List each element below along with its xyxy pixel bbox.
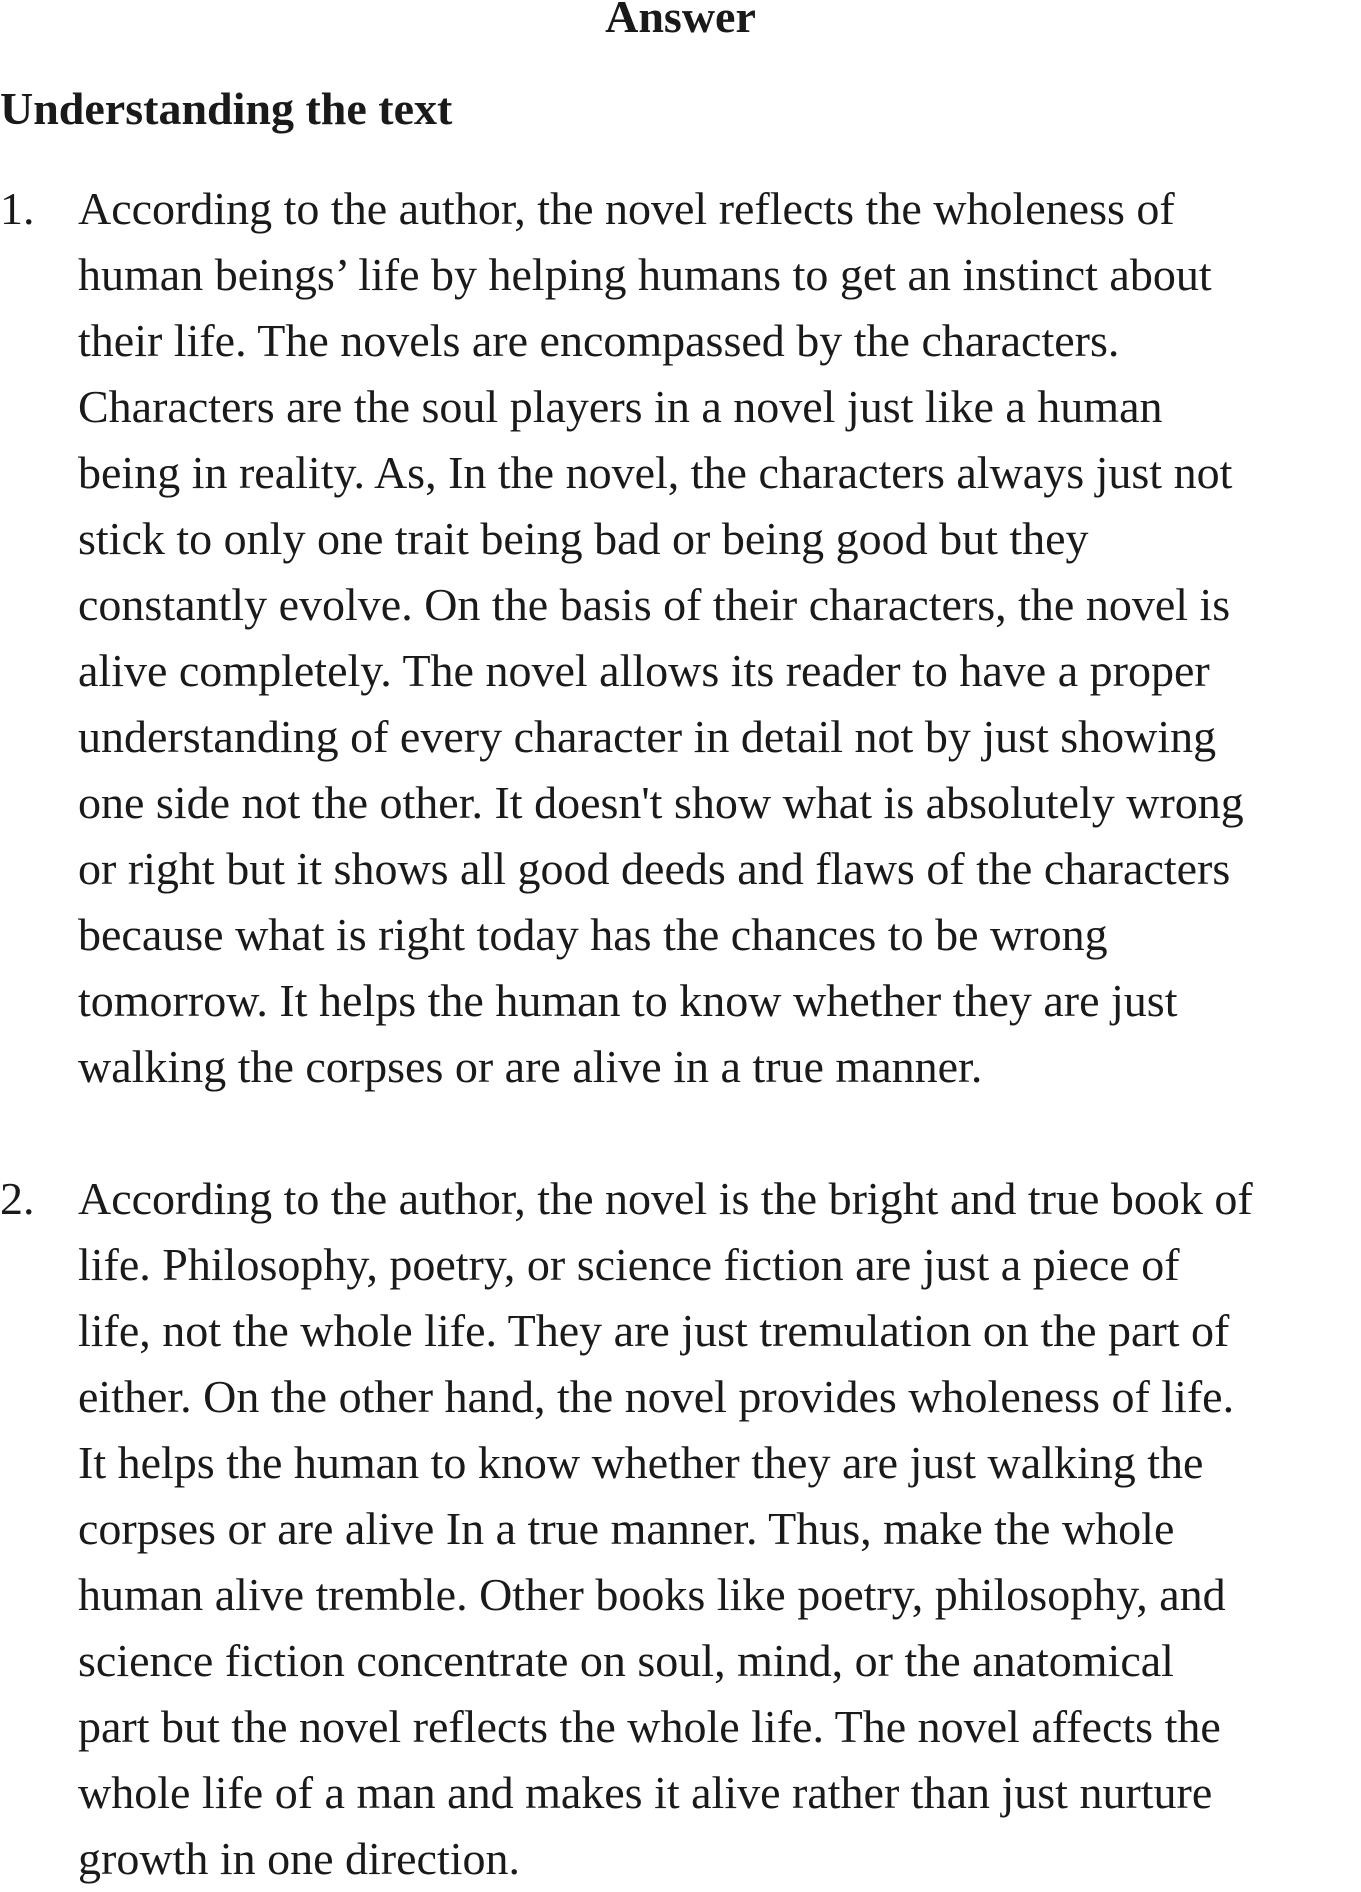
text-line: human beings’ life by helping humans to get an instinct about [78, 249, 1212, 300]
text-line: human alive tremble. Other books like poetry, philosophy, and [78, 1569, 1226, 1620]
text-line: alive completely. The novel allows its reader to have a proper [78, 645, 1210, 696]
answer-paragraph [78, 176, 1361, 1100]
section-heading: Understanding the text [0, 83, 453, 134]
text-line: life. Philosophy, poetry, or science fiction are just a piece of [78, 1239, 1180, 1290]
text-line: or right but it shows all good deeds and flaws of the characters [78, 843, 1231, 894]
text-line: According to the author, the novel reflects the wholeness of [78, 183, 1175, 234]
text-line: growth in one direction. [78, 1833, 521, 1884]
text-line: life, not the whole life. They are just tremulation on the part of [78, 1305, 1230, 1356]
answer-paragraph [78, 1166, 1361, 1892]
answer-number: 2. [0, 1173, 35, 1224]
text-line: Characters are the soul players in a novel just like a human [78, 381, 1163, 432]
text-line: According to the author, the novel is the bright and true book of [78, 1173, 1253, 1224]
answer-item-1 [0, 176, 1361, 1100]
text-line: constantly evolve. On the basis of their characters, the novel is [78, 579, 1231, 630]
answer-item-2 [0, 1166, 1361, 1892]
text-line: walking the corpses or are alive in a true manner. [78, 1041, 983, 1092]
text-line: their life. The novels are encompassed by the characters. [78, 315, 1120, 366]
text-line: one side not the other. It doesn't show what is absolutely wrong [78, 777, 1244, 828]
text-line: whole life of a man and makes it alive rather than just nurture [78, 1767, 1213, 1818]
text-line: tomorrow. It helps the human to know whether they are just [78, 975, 1178, 1026]
answer-number: 1. [0, 183, 35, 234]
text-line: being in reality. As, In the novel, the characters always just not [78, 447, 1233, 498]
text-line: corpses or are alive In a true manner. Thus, make the whole [78, 1503, 1175, 1554]
text-line: because what is right today has the chances to be wrong [78, 909, 1108, 960]
text-line: part but the novel reflects the whole life. The novel affects the [78, 1701, 1221, 1752]
text-line: understanding of every character in detail not by just showing [78, 711, 1217, 762]
text-line: It helps the human to know whether they are just walking the [78, 1437, 1204, 1488]
text-line: either. On the other hand, the novel provides wholeness of life. [78, 1371, 1235, 1422]
text-line: stick to only one trait being bad or being good but they [78, 513, 1089, 564]
page-title: Answer [605, 0, 756, 42]
text-line: science fiction concentrate on soul, mind, or the anatomical [78, 1635, 1174, 1686]
answer-list [0, 176, 1361, 1892]
